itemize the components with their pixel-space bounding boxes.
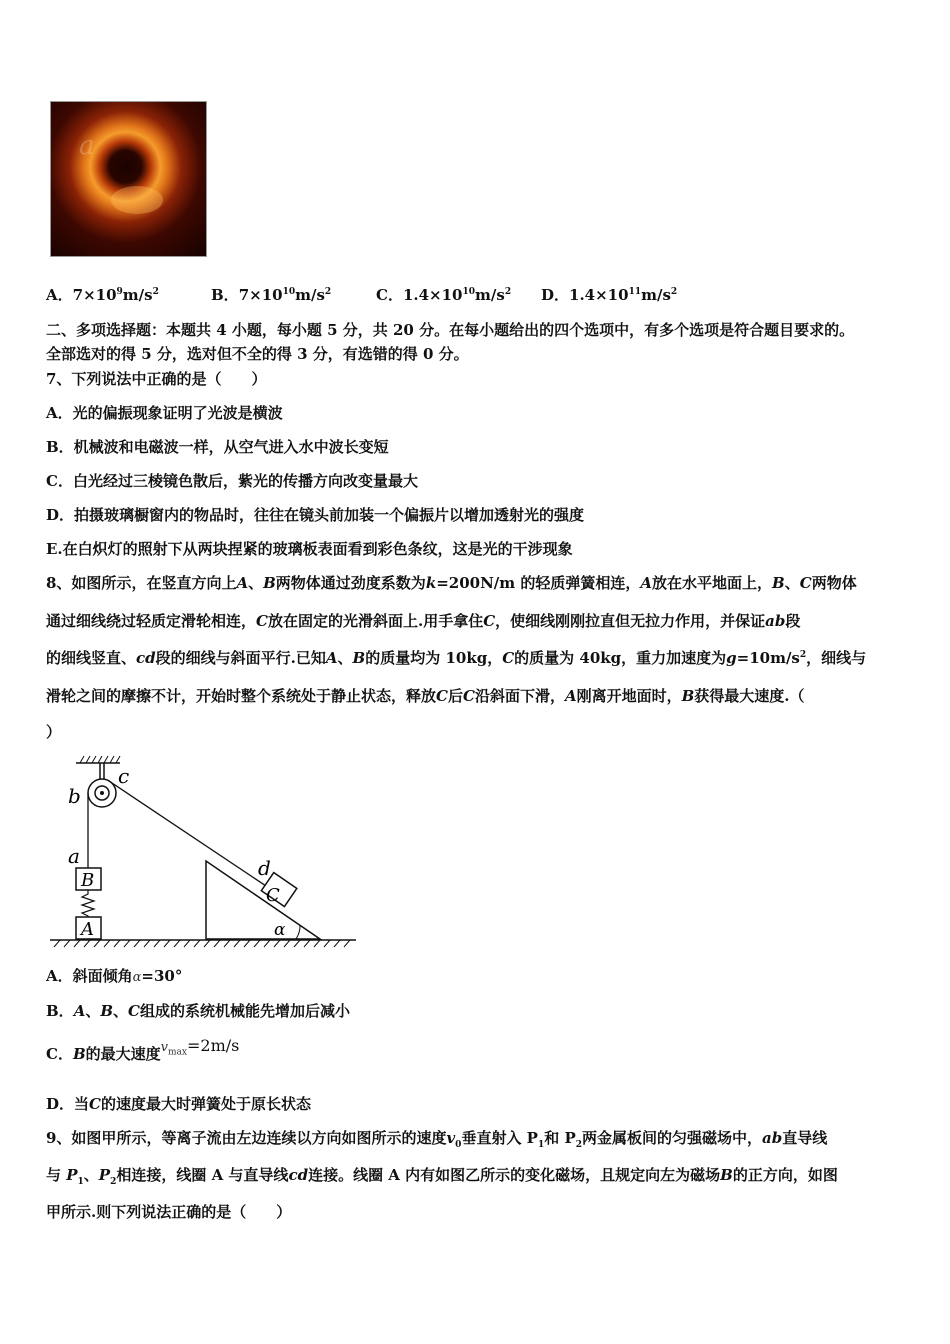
q6-option-c[interactable]: C．$1.4\times 10^{10}m/s^2$ [376, 286, 512, 304]
q7-option-d[interactable]: D．拍摄玻璃橱窗内的物品时，往往在镜头前加装一个偏振片以增加透射光的强度 [46, 506, 585, 524]
q8-stem-line5: ） [46, 723, 62, 741]
q6-option-b[interactable]: B．$7\times 10^{10}m/s^2$ [211, 286, 332, 304]
svg-text:d: d [258, 856, 271, 880]
black-hole-image [50, 101, 207, 257]
svg-text:C: C [266, 885, 280, 906]
q7-option-a[interactable]: A．光的偏振现象证明了光波是横波 [46, 404, 283, 422]
svg-text:B: B [81, 870, 95, 891]
q8-stem-line2: 通过细线绕过轻质定滑轮相连，C放在固定的光滑斜面上.用手拿住C，使细线刚刚拉直但无拉力作用，并保证ab段 [46, 612, 801, 630]
q8-stem-line4: 滑轮之间的摩擦不计，开始时整个系统处于静止状态，释放C后C沿斜面下滑，A刚离开地面时，B获得最大速度.（ [46, 687, 805, 705]
q8-stem-line1: 8、如图所示，在竖直方向上A、B两物体通过劲度系数为k=200N/m 的轻质弹簧相连，A放在水平地面上，B、C两物体 [46, 574, 857, 592]
q8-pulley-incline-diagram [46, 755, 366, 959]
q8-option-a[interactable]: A．斜面倾角α=30° [46, 967, 183, 985]
q6-option-a[interactable]: A．$7\times 10^9m/s^2$ [46, 286, 159, 304]
svg-text:α: α [274, 920, 286, 940]
q9-stem-line2: 与 $P_1$、$P_2$相连接，线圈 A 与直导线cd连接。线圈 A 内有如图乙所示的变化磁场，且规定向左为磁场B的正方向，如图 [46, 1166, 838, 1187]
svg-text:A: A [81, 919, 94, 940]
svg-text:a: a [68, 844, 80, 868]
spring [82, 890, 94, 917]
section2-heading-line1: 二、多项选择题：本题共 4 小题，每小题 5 分，共 20 分。在每小题给出的四个选项中，有多个选项是符合题目要求的。 [46, 321, 855, 339]
svg-text:c: c [118, 764, 130, 788]
q9-stem-line3: 甲所示.则下列说法正确的是（ ） [46, 1203, 292, 1221]
q7-option-c[interactable]: C．白光经过三棱镜色散后，紫光的传播方向改变量最大 [46, 472, 418, 490]
q7-option-b[interactable]: B．机械波和电磁波一样，从空气进入水中波长变短 [46, 438, 389, 456]
section2-heading-line2: 全部选对的得 5 分，选对但不全的得 3 分，有选错的得 0 分。 [46, 345, 469, 363]
svg-text:b: b [68, 784, 81, 808]
q7-option-e[interactable]: E.在白炽灯的照射下从两块捏紧的玻璃板表面看到彩色条纹，这是光的干涉现象 [46, 540, 573, 558]
q8-option-c[interactable]: C．B的最大速度$v_{max}=2m/s$ [46, 1036, 240, 1063]
q8-stem-line3: 的细线竖直、cd段的细线与斜面平行.已知A、B的质量均为 10kg，C的质量为 40kg，重力加速度为$g=10m/s^2$，细线与 [46, 649, 867, 667]
q9-stem-line1: 9、如图甲所示，等离子流由左边连续以方向如图所示的速度$v_0$垂直射入 $P_1$和 $P_2$两金属板间的匀强磁场中，ab直导线 [46, 1129, 828, 1150]
q8-option-d[interactable]: D．当C的速度最大时弹簧处于原长状态 [46, 1095, 311, 1113]
q8-option-b[interactable]: B．A、B、C组成的系统机械能先增加后减小 [46, 1002, 351, 1020]
svg-text:a: a [79, 131, 95, 161]
q6-option-d[interactable]: D．$1.4\times 10^{11}m/s^2$ [541, 286, 678, 304]
q7-stem: 7、下列说法中正确的是（ ） [46, 370, 267, 388]
